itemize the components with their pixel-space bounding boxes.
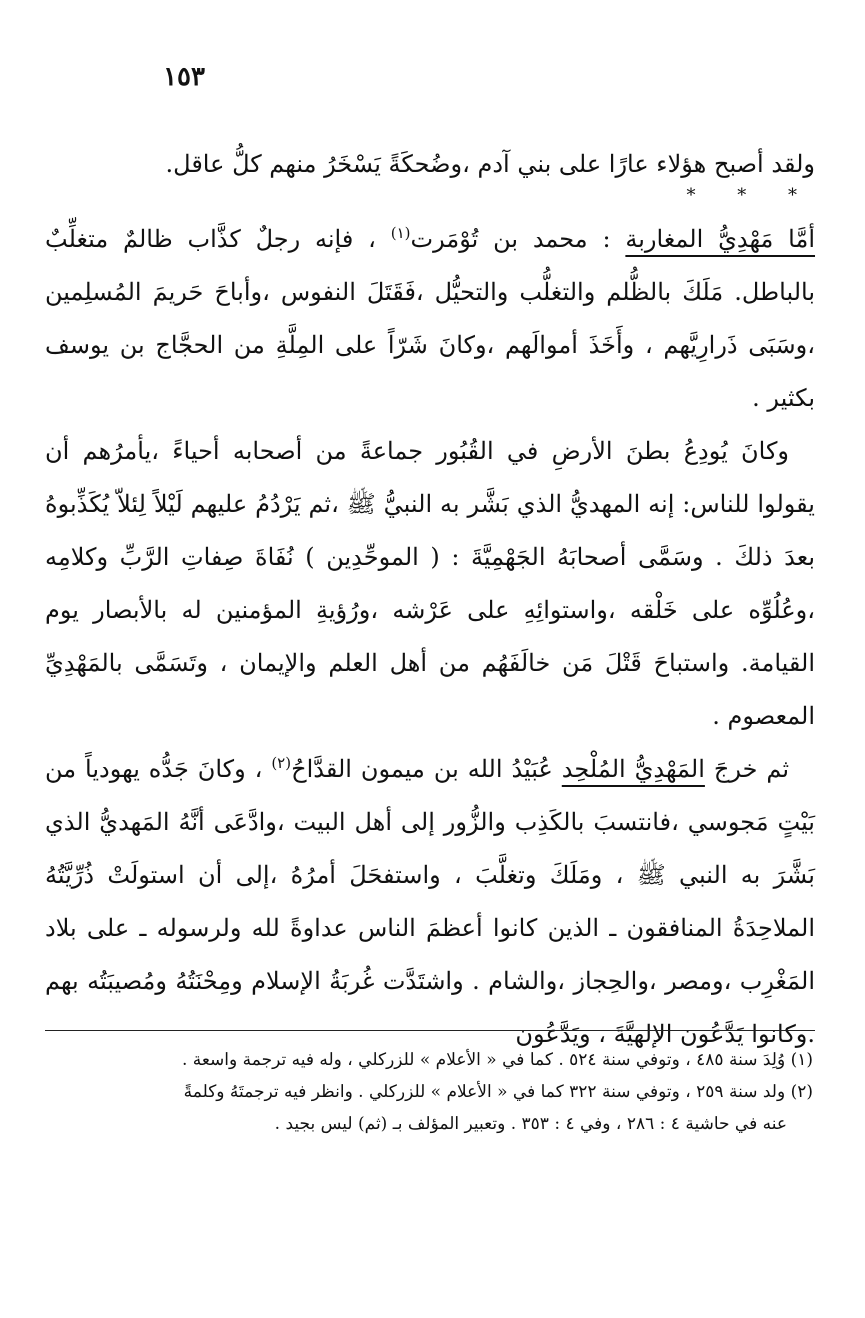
footnotes <box>45 1044 813 1140</box>
paragraph-1: ولقد أصبح هؤلاء عارًا على بني آدم ،وضُحكَةً يَسْخَرُ منهم كلُّ عاقل. <box>165 150 815 178</box>
paragraph-2 <box>45 213 815 425</box>
section-separator: * * * <box>686 185 815 206</box>
paragraph-4-lead: ثم خرجَ <box>704 755 789 783</box>
main-text <box>45 138 815 1061</box>
heading-maghreb-mahdi: أمَّا مَهْدِيُّ المغاربة <box>625 225 816 253</box>
footnote-ref-1[interactable]: (١) <box>390 224 411 242</box>
footnote-ref-2[interactable]: (٢) <box>271 754 292 772</box>
footnote-1: (١) وُلِدَ سنة ٤٨٥ ، وتوفي سنة ٥٢٤ . كما في « الأعلام » للزركلي ، وله فيه ترجمة واسعة . <box>181 1050 813 1070</box>
paragraph-4-text-b: ، وكانَ جَدُّه يهودياً من بَيْتٍ مَجوسي ،فانتسبَ بالكَذِب والزُّور إلى أهل البيت ،وادَّعَى أنَّهُ المَهديُّ الذي بَشَّرَ به النبي ﷺ ، ومَلَكَ وتغلَّبَ ، واستفحَلَ أمرُهُ ،إلى أن استولَتْ ذُرِّيَّتُهُ الملاحِدَةُ المنافقون ـ الذين كانوا أعظمَ الناس عداوةً لله ولرسوله ـ على بلاد المَغْرِب ،ومصر ،والحِجاز ،والشام . واشتَدَّت غُربَةُ الإسلام ومِحْنَتُهُ ومُصيبَتُه بهم .وكانوا يَدَّعُون الإلهيَّةَ ، ويَدَّعُون <box>45 755 815 1048</box>
footnote-divider <box>45 1030 815 1031</box>
paragraph-3: وكانَ يُودِعُ بطنَ الأرضِ في القُبُور جماعةً من أصحابه أحياءً ،يأمرُهم أن يقولوا للناس: إنه المهديُّ الذي بَشَّر به النبيُّ ﷺ ،ثم يَرْدُمُ عليهم لَيْلاً لِئلاّ يُكَذِّبوهُ بعدَ ذلكَ . وسَمَّى أصحابَهُ الجَهْمِيَّةَ : ( الموحِّدِين ) نُفَاةَ صِفاتِ الرَّبِّ وكلامِه ،وعُلُوِّه على خَلْقه ،واستوائِهِ على عَرْشه ،ورُؤيةِ المؤمنين له بالأبصار يوم القيامة. واستباحَ قَتْلَ مَن خالَفَهُم من أهل العلم والإيمان ، وتَسَمَّى بالمَهْدِيِّ المعصوم . <box>45 437 815 730</box>
paragraph-4-text-a: عُبَيْدُ الله بن ميمون القدَّاحُ <box>291 755 562 783</box>
paragraph-4 <box>45 743 815 1061</box>
footnote-2-continuation: عنه في حاشية ٤ : ٢٨٦ ، وفي ٤ : ٣٥٣ . وتعبير المؤلف بـ (ثم) ليس بجيد . <box>274 1114 787 1134</box>
page-number: ١٥٣ <box>163 62 205 92</box>
heading-mulhid-mahdi: المَهْدِيُّ المُلْحِد <box>561 755 705 783</box>
footnote-2: (٢) ولد سنة ٢٥٩ ، وتوفي سنة ٣٢٢ كما في « الأعلام » للزركلي . وانظر فيه ترجمتَهُ وكلمةً <box>183 1082 813 1102</box>
paragraph-2-text-a: : محمد بن تُوْمَرت <box>410 225 626 253</box>
paragraph-2-text-b: ، فإنه رجلٌ كذَّاب ظالمٌ متغلِّبٌ بالباطل. مَلَكَ بالظُّلم والتغلُّب والتحيُّل ،فَقَتَلَ النفوس ،وأباحَ حَريمَ المُسلِمين ،وسَبَى ذَرارِيَّهم ، وأَخَذَ أموالَهم ،وكانَ شَرّاً على المِلَّةِ من الحجَّاج بن يوسف بكثير . <box>45 225 815 412</box>
